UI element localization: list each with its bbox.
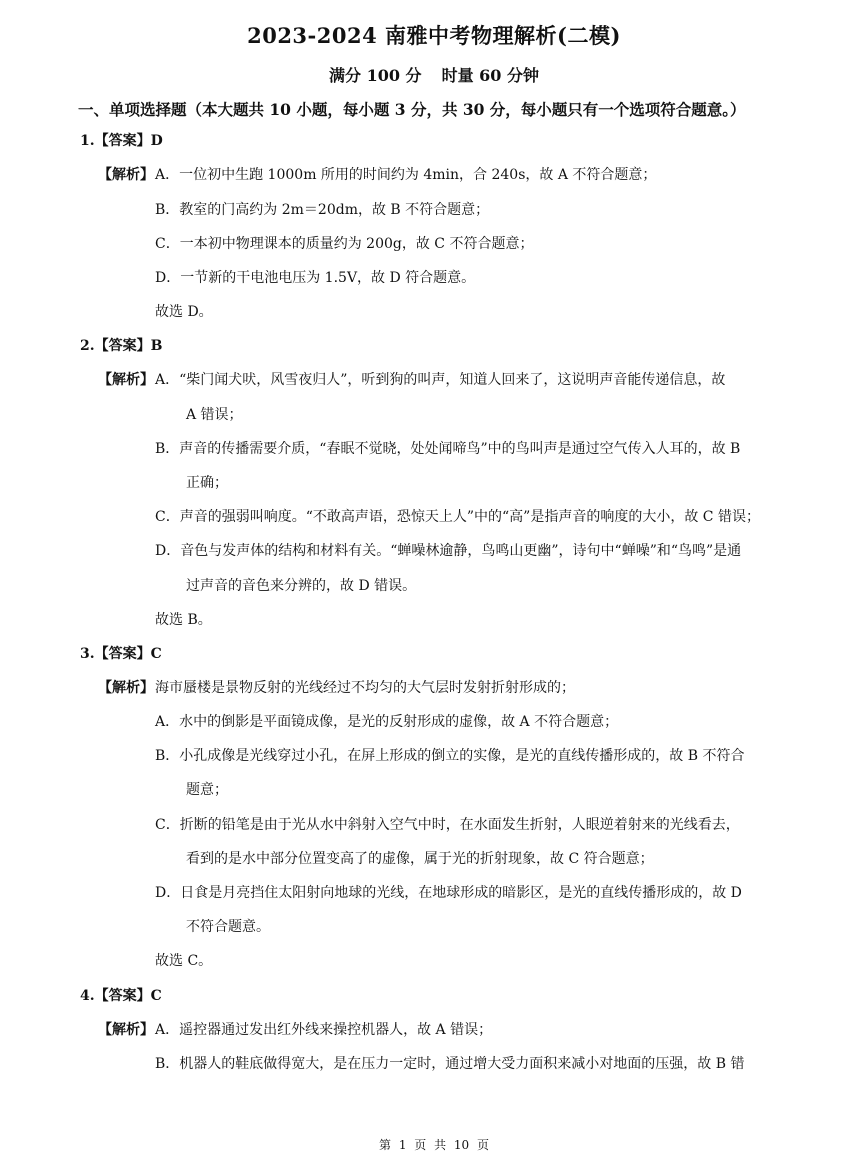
analysis-line-continued: 过声音的音色来分辨的，故 D 错误。 <box>186 578 417 594</box>
analysis-line: D．音色与发声体的结构和材料有关。“蝉噪林逾静，鸟鸣山更幽”，诗句中“蝉噪”和“鸟鸣”是通 <box>155 543 742 559</box>
answer-line-q4: 4.【答案】C <box>80 988 162 1004</box>
conclusion-line: 故选 C。 <box>155 953 213 969</box>
conclusion-line: 故选 D。 <box>155 304 213 320</box>
analysis-label-q2: 【解析】 <box>98 372 154 388</box>
analysis-line: A．遥控器通过发出红外线来操控机器人，故 A 错误； <box>155 1022 493 1038</box>
analysis-line: D．一节新的干电池电压为 1.5V，故 D 符合题意。 <box>155 270 476 286</box>
analysis-line: B．教室的门高约为 2m＝20dm，故 B 不符合题意； <box>155 202 490 218</box>
analysis-line: A．一位初中生跑 1000m 所用的时间约为 4min，合 240s，故 A 不符合题意； <box>155 167 657 183</box>
analysis-label-q1: 【解析】 <box>98 167 154 183</box>
conclusion-line: 故选 B。 <box>155 612 212 628</box>
analysis-line-continued: 正确； <box>186 475 228 491</box>
full-score-text: 满分 100 分 <box>329 66 422 85</box>
time-limit-text: 时量 60 分钟 <box>441 66 539 85</box>
analysis-line-continued: A 错误； <box>186 407 243 423</box>
analysis-line-continued: 不符合题意。 <box>186 919 270 935</box>
answer-line-q3: 3.【答案】C <box>80 646 162 662</box>
analysis-label-q3: 【解析】 <box>98 680 154 696</box>
answer-line-q2: 2.【答案】B <box>80 338 163 354</box>
analysis-line: A．水中的倒影是平面镜成像，是光的反射形成的虚像，故 A 不符合题意； <box>155 714 619 730</box>
analysis-line-continued: 题意； <box>186 782 228 798</box>
analysis-label-q4: 【解析】 <box>98 1022 154 1038</box>
analysis-line: A．“柴门闻犬吠，风雪夜归人”，听到狗的叫声，知道人回来了，这说明声音能传递信息，故 <box>155 372 726 388</box>
analysis-line: B．机器人的鞋底做得宽大，是在压力一定时，通过增大受力面积来减小对地面的压强，故 B 错 <box>155 1056 745 1072</box>
analysis-line: C．折断的铅笔是由于光从水中斜射入空气中时，在水面发生折射，人眼逆着射来的光线看去， <box>155 817 740 833</box>
analysis-line: C．一本初中物理课本的质量约为 200g，故 C 不符合题意； <box>155 236 534 252</box>
analysis-line-continued: 看到的是水中部分位置变高了的虚像，属于光的折射现象，故 C 符合题意； <box>186 851 654 867</box>
analysis-line: 海市蜃楼是景物反射的光线经过不均匀的大气层时发射折射形成的； <box>155 680 575 696</box>
page-footer: 第 1 页 共 10 页 <box>379 1138 489 1152</box>
analysis-line: C．声音的强弱叫响度。“不敢高声语，恐惊天上人”中的“高”是指声音的响度的大小，故 C 错误； <box>155 509 760 525</box>
analysis-line: B．小孔成像是光线穿过小孔，在屏上形成的倒立的实像，是光的直线传播形成的，故 B 不符合 <box>155 748 745 764</box>
section-heading: 一、单项选择题（本大题共 10 小题，每小题 3 分，共 30 分，每小题只有一个选项符合题意。） <box>78 100 746 119</box>
document-title: 2023-2024 南雅中考物理解析(二模) <box>247 23 621 48</box>
document-subtitle <box>0 63 868 86</box>
analysis-line: D．日食是月亮挡住太阳射向地球的光线，在地球形成的暗影区，是光的直线传播形成的，故 D <box>155 885 742 901</box>
answer-line-q1: 1.【答案】D <box>80 133 163 149</box>
analysis-line: B．声音的传播需要介质，“春眠不觉晓，处处闻啼鸟”中的鸟叫声是通过空气传入人耳的，故 B <box>155 441 741 457</box>
